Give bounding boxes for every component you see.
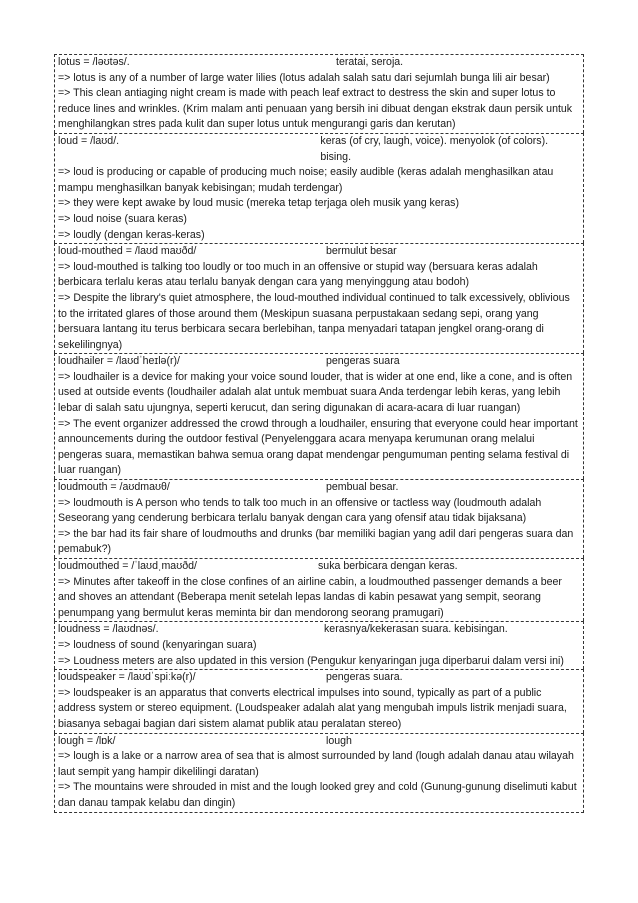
entry-example-line: => they were kept awake by loud music (mereka tetap terjaga oleh musik yang keras) [58, 197, 459, 210]
dictionary-entry [54, 479, 584, 558]
dictionary-entry [54, 353, 584, 479]
entry-headline [58, 134, 581, 165]
entry-example-line: => loud noise (suara keras) [58, 212, 187, 225]
dictionary-entry [54, 621, 584, 669]
entry-headline [58, 559, 581, 575]
dictionary-entry [54, 243, 584, 353]
entry-word-pronunciation: lotus = /ləʊtəs/. [58, 56, 130, 68]
entry-headline [58, 244, 581, 260]
entry-meaning: pengeras suara [326, 355, 400, 368]
entry-meaning: pembual besar. [326, 481, 399, 494]
entry-word-pronunciation: loudspeaker = /laʊdˈspiːkə(r)/ [58, 671, 196, 684]
dictionary-entry [54, 669, 584, 732]
entry-meaning: teratai, seroja. [336, 56, 404, 68]
entry-example-line: => the bar had its fair share of loudmouths and drunks (bar memiliki bagian yang adil dari pengeras suara dan pemabuk?) [58, 527, 574, 556]
entry-meaning: keras (of cry, laugh, voice). menyolok (of colors). bising. [320, 134, 549, 163]
entry-example-line: => loud is producing or capable of producing much noise; easily audible (keras adalah menghasilkan atau mampu menghasilkan banyak kebisingan; mudah terdengar) [58, 166, 554, 194]
entry-example-line: => Loudness meters are also updated in this version (Pengukur kenyaringan juga diperbarui dalam versi ini) [58, 654, 564, 667]
entry-example-line: => loudspeaker is an apparatus that converts electrical impulses into sound, typically as part of a public address system or stereo equipment. (Loudspeaker adalah alat yang mengubah impuls listrik menjadi suara, biasanya sebagai bagian dari sistem alamat publik atau peralatan stereo) [58, 686, 567, 730]
entry-word-pronunciation: loudmouth = /aʊdmaʊθ/ [58, 481, 170, 494]
entry-example-line: => Minutes after takeoff in the close confines of an airline cabin, a loudmouthed passenger demands a beer and shoves an attendant (Beberapa menit setelah lepas landas di kabin pesawat yang sempit, seorang penumpang yang bermulut keras meminta bir dan mendorong seorang pramugari) [58, 575, 562, 619]
entry-meaning: suka berbicara dengan keras. [318, 560, 458, 572]
entry-example-line: => loudness of sound (kenyaringan suara) [58, 638, 257, 651]
entry-meaning: bermulut besar [326, 245, 397, 258]
entry-headline [58, 354, 581, 370]
entry-example-line: => This clean antiaging night cream is made with peach leaf extract to destress the skin and super lotus to reduce lines and wrinkles. (Krim malam anti penuaan yang bersih ini dibuat dengan ekstrak daun persik untuk menghilangkan stres pada kulit dan super lotus untuk mengurangi garis dan kerutan) [58, 87, 573, 131]
entry-headline [58, 622, 581, 638]
entry-example-line: => loud-mouthed is talking too loudly or too much in an offensive or stupid way (bersuara keras adalah berbicara terlalu keras atau terlalu banyak dengan cara yang menyinggung atau bodoh) [58, 260, 538, 289]
entry-word-pronunciation: loudhailer = /laʊdˈheɪlə(r)/ [58, 355, 180, 368]
dictionary-entry [54, 133, 584, 243]
entry-headline [58, 480, 581, 496]
entry-meaning: kerasnya/kekerasan suara. kebisingan. [324, 623, 508, 636]
dictionary-page [54, 54, 584, 813]
entry-example-line: => The event organizer addressed the crowd through a loudhailer, ensuring that everyone could hear important announcements during the outdoor festival (Penyelenggara acara menyapa kerumunan orang melalui pengeras suara, memastikan bahwa semua orang dapat mendengar pengumuman penting selama festival di luar ruangan) [58, 417, 578, 477]
entry-example-line: => lotus is any of a number of large water lilies (lotus adalah salah satu dari sejumlah bunga lili air besar) [58, 71, 550, 84]
entry-word-pronunciation: loudmouthed = /ˈlaʊdˌmaʊðd/ [58, 560, 197, 572]
entry-example-line: => loudly (dengan keras-keras) [58, 228, 205, 241]
entry-example-line: => lough is a lake or a narrow area of sea that is almost surrounded by land (lough adalah danau atau wilayah laut sempit yang hampir dikelilingi daratan) [58, 750, 574, 778]
entry-word-pronunciation: loudness = /laʊdnəs/. [58, 623, 159, 636]
entry-headline [58, 55, 581, 71]
dictionary-entry [54, 733, 584, 813]
entry-example-line: => Despite the library's quiet atmosphere, the loud-mouthed individual continued to talk excessively, oblivious to the irritated glares of those around them (Meskipun suasana perpustakaan sedang sepi, orang yang bersuara lantang itu terus berbicara secara berlebihan, tanpa menyadari tatapan jengkel orang-orang di sekelilingnya) [58, 291, 570, 351]
entry-word-pronunciation: loud = /laʊd/. [58, 134, 120, 147]
entry-meaning: lough [326, 734, 352, 747]
entry-meaning: pengeras suara. [326, 671, 403, 684]
entry-word-pronunciation: loud-mouthed = /laʊd maʊðd/ [58, 245, 197, 258]
entry-headline [58, 734, 581, 750]
entry-example-line: => loudhailer is a device for making your voice sound louder, that is wider at one end, like a cone, and is often used at outside events (loudhailer adalah alat untuk membuat suara Anda terdengar lebih keras, yang lebih lebar di salah satu ujungnya, seperti kerucut, dan sering digunakan di acara-acara di luar ruangan) [58, 370, 573, 415]
dictionary-entry [54, 558, 584, 621]
dictionary-entry [54, 54, 584, 133]
entry-example-line: => The mountains were shrouded in mist and the lough looked grey and cold (Gunung-gunung diselimuti kabut dan danau tampak kelabu dan dingin) [58, 781, 577, 809]
entry-word-pronunciation: lough = /lɒk/ [58, 734, 116, 747]
entry-headline [58, 670, 581, 686]
entry-example-line: => loudmouth is A person who tends to talk too much in an offensive or tactless way (loudmouth adalah Seseorang yang cenderung berbicara terlalu banyak dengan cara yang ofensif atau tidak bijaksana) [58, 496, 542, 525]
